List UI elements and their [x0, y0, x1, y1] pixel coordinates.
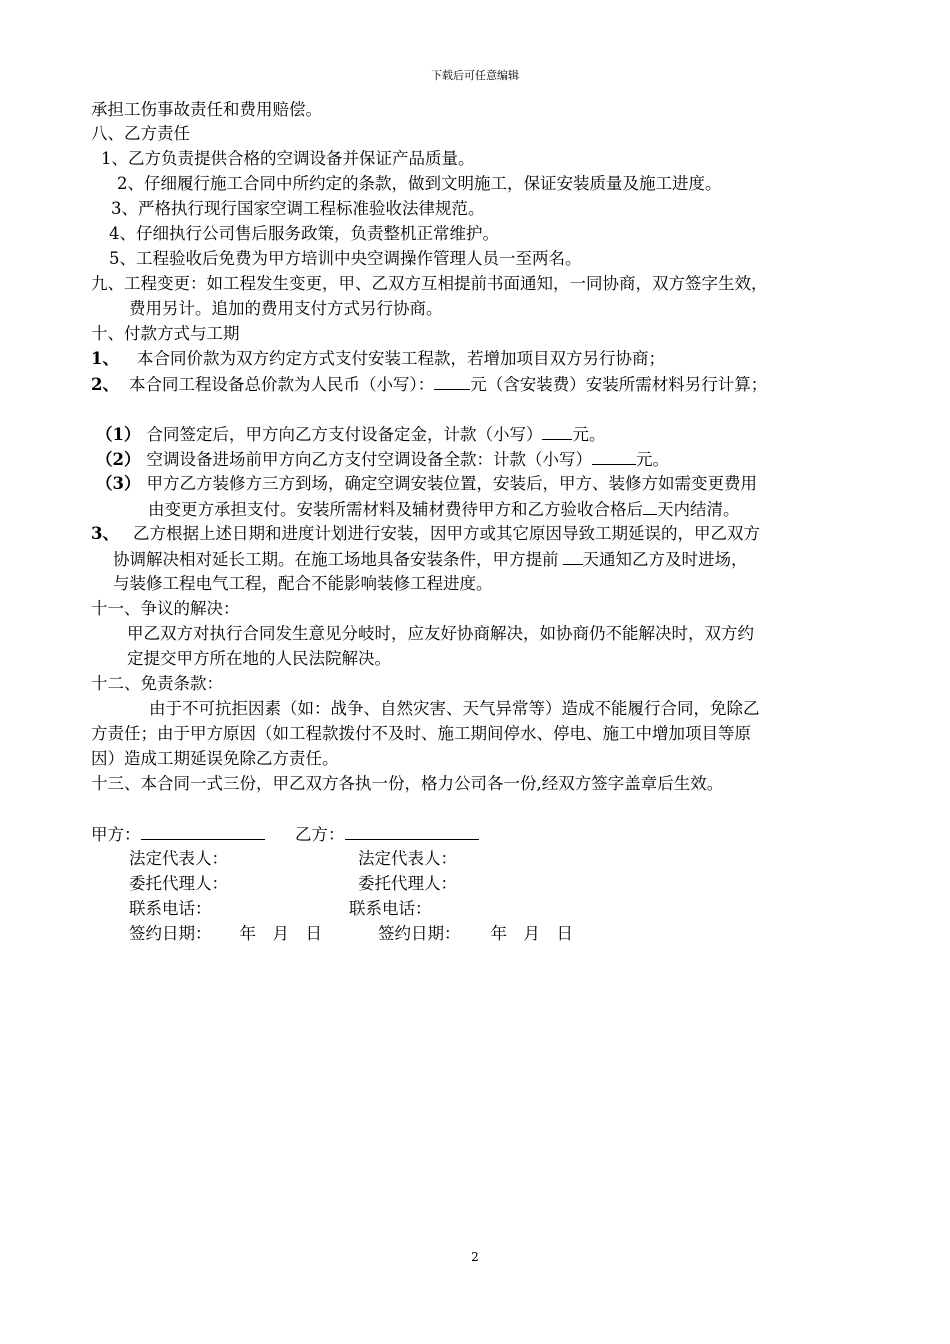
- item-text: 乙方根据上述日期和进度计划进行安装，因甲方或其它原因导致工期延误的，甲乙双方: [132, 524, 760, 543]
- blank-field: [434, 374, 470, 390]
- section-heading: 十二、免责条款：: [91, 674, 223, 693]
- party-a-agent: 委托代理人：: [129, 874, 228, 893]
- item-text: 本合同价款为双方约定方式支付安装工程款，若增加项目双方另行协商；: [136, 349, 665, 368]
- blank-field: [563, 549, 583, 565]
- item-number: （2）: [96, 450, 141, 469]
- item-text: 天内结清。: [657, 500, 740, 519]
- section-heading: 九、工程变更：如工程发生变更，甲、乙双方互相提前书面通知，一同协商，双方签字生效，: [91, 274, 768, 293]
- text-line: 与装修工程电气工程，配合不能影响装修工程进度。: [113, 574, 493, 593]
- payment-item-2: [91, 374, 767, 395]
- page-header: 下载后可任意编辑: [431, 69, 519, 82]
- date-label: 签约日期：: [129, 924, 212, 943]
- party-a-legal-rep: 法定代表人：: [129, 849, 228, 868]
- party-a-blank: [141, 824, 265, 840]
- item-text: 空调设备进场前甲方向乙方支付空调设备全款：计款（小写）: [146, 450, 592, 469]
- date-fields: 年 月 日: [239, 924, 322, 943]
- item-number: 1、: [91, 349, 119, 368]
- item-text: 协调解决相对延长工期。在施工场地具备安装条件，甲方提前: [113, 550, 559, 569]
- party-b-agent: 委托代理人：: [358, 874, 457, 893]
- item-number: （1）: [96, 425, 141, 444]
- party-a-date: [129, 924, 322, 944]
- item-text: 元（含安装费）安装所需材料另行计算；: [470, 375, 768, 394]
- item-number: （3）: [96, 474, 141, 493]
- party-b-phone: 联系电话：: [349, 899, 432, 918]
- item-text: 元。: [635, 450, 669, 469]
- party-b-label: 乙方：: [295, 825, 345, 844]
- text-line: 定提交甲方所在地的人民法院解决。: [127, 649, 391, 668]
- list-item: 3、严格执行现行国家空调工程标准验收法律规范。: [111, 199, 485, 218]
- text-line: 因）造成工期延误免除乙方责任。: [91, 749, 339, 768]
- text-line: 承担工伤事故责任和费用赔偿。: [91, 100, 322, 119]
- party-b-legal-rep: 法定代表人：: [358, 849, 457, 868]
- payment-subitem-3: [96, 474, 757, 494]
- date-fields: 年 月 日: [490, 924, 573, 943]
- blank-field: [592, 449, 636, 465]
- section-heading: 八、乙方责任: [91, 124, 190, 143]
- payment-subitem-1: [96, 424, 605, 445]
- date-label: 签约日期：: [378, 924, 461, 943]
- party-a-phone: 联系电话：: [129, 899, 212, 918]
- text-line: 费用另计。追加的费用支付方式另行协商。: [129, 299, 443, 318]
- payment-subitem-2: [96, 449, 669, 470]
- text-line: [113, 549, 748, 570]
- list-item: 1、乙方负责提供合格的空调设备并保证产品质量。: [101, 149, 475, 168]
- section-heading: 十、付款方式与工期: [91, 324, 240, 343]
- item-number: 3、: [91, 524, 119, 543]
- party-b-blank: [345, 824, 479, 840]
- section-heading: 十一、争议的解决：: [91, 599, 240, 618]
- list-item: 4、仔细执行公司售后服务政策，负责整机正常维护。: [109, 224, 499, 243]
- item-text: 由变更方承担支付。安装所需材料及辅材费待甲方和乙方验收合格后: [148, 500, 643, 519]
- payment-item-3: [91, 524, 760, 544]
- item-text: 甲方乙方装修方三方到场，确定空调安装位置，安装后，甲方、装修方如需变更费用: [146, 474, 757, 493]
- item-number: 2、: [91, 375, 119, 394]
- item-text: 元。: [572, 425, 606, 444]
- party-a-label: 甲方：: [91, 825, 141, 844]
- text-line: 由于不可抗拒因素（如：战争、自然灾害、天气异常等）造成不能履行合同，免除乙: [149, 699, 760, 718]
- party-b-signature: [295, 824, 479, 845]
- party-a-signature: [91, 824, 265, 845]
- list-item: 5、工程验收后免费为甲方培训中央空调操作管理人员一至两名。: [109, 249, 582, 268]
- blank-field: [643, 499, 657, 515]
- text-line: 甲乙双方对执行合同发生意见分岐时，应友好协商解决，如协商仍不能解决时，双方约: [127, 624, 754, 643]
- section-heading: 十三、本合同一式三份，甲乙双方各执一份，格力公司各一份,经双方签字盖章后生效。: [91, 774, 724, 793]
- item-text: 天通知乙方及时进场，: [582, 550, 748, 569]
- blank-field: [542, 424, 572, 440]
- payment-item-1: [91, 349, 665, 369]
- item-text: 本合同工程设备总价款为人民币（小写）：: [128, 375, 435, 394]
- text-line: [148, 499, 740, 520]
- list-item: 2、仔细履行施工合同中所约定的条款，做到文明施工，保证安装质量及施工进度。: [117, 174, 722, 193]
- item-text: 合同签定后，甲方向乙方支付设备定金，计款（小写）: [146, 425, 543, 444]
- page-number: 2: [471, 1250, 479, 1264]
- text-line: 方责任；由于甲方原因（如工程款拨付不及时、施工期间停水、停电、施工中增加项目等原: [91, 724, 751, 743]
- party-b-date: [378, 924, 573, 944]
